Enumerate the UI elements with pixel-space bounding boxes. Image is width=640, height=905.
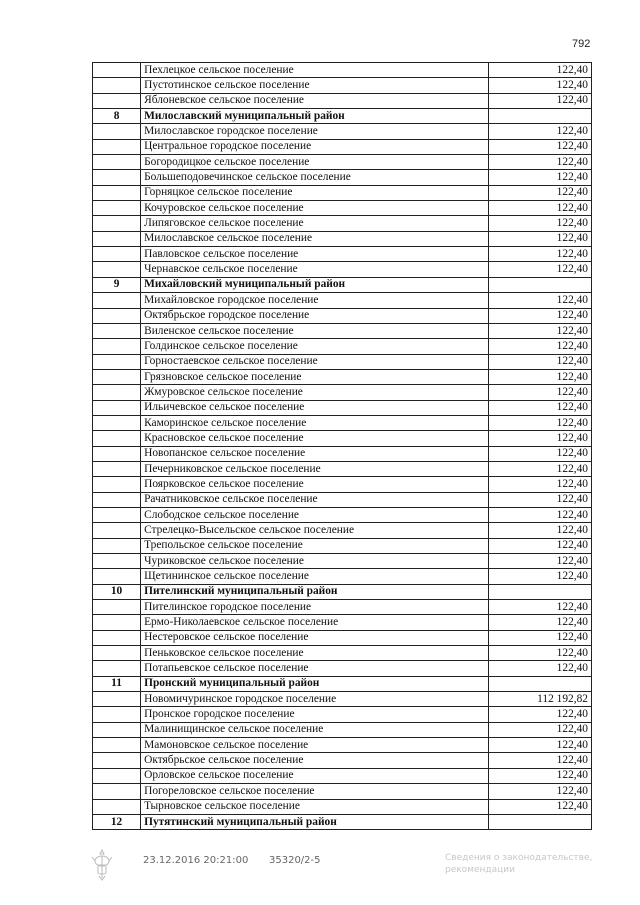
settlement-row xyxy=(93,247,592,262)
amount-value: 122,40 xyxy=(488,231,591,246)
amount-value: 122,40 xyxy=(488,707,591,722)
amount-value: 122,40 xyxy=(488,93,591,108)
amount-value: 122,40 xyxy=(488,615,591,630)
settlement-row xyxy=(93,600,592,615)
amount-value: 122,40 xyxy=(488,400,591,415)
settlement-row xyxy=(93,768,592,783)
row-number xyxy=(93,692,141,707)
settlement-name: Каморинское сельское поселение xyxy=(141,415,489,430)
district-row xyxy=(93,814,592,829)
row-number xyxy=(93,63,141,78)
row-number xyxy=(93,507,141,522)
settlement-row xyxy=(93,231,592,246)
settlement-name: Красновское сельское поселение xyxy=(141,431,489,446)
settlement-row xyxy=(93,554,592,569)
row-number xyxy=(93,78,141,93)
settlement-row xyxy=(93,385,592,400)
settlement-row xyxy=(93,492,592,507)
amount-value xyxy=(488,814,591,829)
row-number xyxy=(93,185,141,200)
row-number xyxy=(93,492,141,507)
row-number xyxy=(93,523,141,538)
settlement-row xyxy=(93,170,592,185)
amount-value xyxy=(488,109,591,124)
settlement-row xyxy=(93,692,592,707)
settlement-name: Пеньковское сельское поселение xyxy=(141,646,489,661)
district-name: Пителинский муниципальный район xyxy=(141,584,489,599)
amount-value: 122,40 xyxy=(488,492,591,507)
settlement-name: Рачатниковское сельское поселение xyxy=(141,492,489,507)
settlement-name: Пехлецкое сельское поселение xyxy=(141,63,489,78)
row-number xyxy=(93,446,141,461)
row-number xyxy=(93,707,141,722)
row-number xyxy=(93,323,141,338)
row-number xyxy=(93,247,141,262)
settlement-name: Щетининское сельское поселение xyxy=(141,569,489,584)
amount-value: 122,40 xyxy=(488,369,591,384)
settlement-name: Слободское сельское поселение xyxy=(141,507,489,522)
amount-value: 122,40 xyxy=(488,124,591,139)
amount-value: 122,40 xyxy=(488,722,591,737)
settlement-row xyxy=(93,185,592,200)
row-number xyxy=(93,753,141,768)
settlement-name: Пустотинское сельское поселение xyxy=(141,78,489,93)
amount-value: 122,40 xyxy=(488,461,591,476)
settlement-row xyxy=(93,216,592,231)
row-number xyxy=(93,400,141,415)
settlement-name: Стрелецко-Высельское сельское поселение xyxy=(141,523,489,538)
settlement-row xyxy=(93,507,592,522)
settlement-name: Яблоневское сельское поселение xyxy=(141,93,489,108)
row-number xyxy=(93,768,141,783)
row-number xyxy=(93,784,141,799)
amount-value: 122,40 xyxy=(488,308,591,323)
row-number: 10 xyxy=(93,584,141,599)
row-number xyxy=(93,369,141,384)
settlement-name: Голдинское сельское поселение xyxy=(141,339,489,354)
amount-value: 122,40 xyxy=(488,799,591,814)
settlement-name: Виленское сельское поселение xyxy=(141,323,489,338)
amount-value: 122,40 xyxy=(488,538,591,553)
amount-value xyxy=(488,277,591,292)
amount-value: 122,40 xyxy=(488,139,591,154)
settlement-row xyxy=(93,63,592,78)
settlement-row xyxy=(93,400,592,415)
row-number xyxy=(93,139,141,154)
district-row xyxy=(93,676,592,691)
footer-code: 35320/2-5 xyxy=(269,855,321,866)
settlement-name: Новомичуринское городское поселение xyxy=(141,692,489,707)
settlement-name: Малинищинское сельское поселение xyxy=(141,722,489,737)
amount-value: 122,40 xyxy=(488,78,591,93)
settlement-row xyxy=(93,477,592,492)
row-number xyxy=(93,354,141,369)
state-emblem-icon xyxy=(90,848,114,882)
footer-note: Сведения о законодательстве, рекомендации xyxy=(445,853,593,875)
settlement-name: Кочуровское сельское поселение xyxy=(141,201,489,216)
settlement-row xyxy=(93,124,592,139)
settlement-row xyxy=(93,78,592,93)
amount-value: 122,40 xyxy=(488,784,591,799)
settlement-name: Богородицкое сельское поселение xyxy=(141,155,489,170)
district-name: Милославский муниципальный район xyxy=(141,109,489,124)
amount-value: 122,40 xyxy=(488,155,591,170)
settlement-name: Октябрьское городское поселение xyxy=(141,308,489,323)
settlement-name: Михайловское городское поселение xyxy=(141,293,489,308)
row-number xyxy=(93,538,141,553)
district-name: Михайловский муниципальный район xyxy=(141,277,489,292)
settlement-row xyxy=(93,139,592,154)
settlement-row xyxy=(93,461,592,476)
row-number xyxy=(93,415,141,430)
settlement-name: Липяговское сельское поселение xyxy=(141,216,489,231)
settlement-name: Горностаевское сельское поселение xyxy=(141,354,489,369)
settlement-name: Горняцкое сельское поселение xyxy=(141,185,489,200)
settlement-row xyxy=(93,323,592,338)
settlement-name: Грязновское сельское поселение xyxy=(141,369,489,384)
footer-date: 23.12.2016 20:21:00 xyxy=(143,855,249,866)
row-number xyxy=(93,738,141,753)
row-number xyxy=(93,554,141,569)
settlement-row xyxy=(93,155,592,170)
settlement-row xyxy=(93,431,592,446)
settlement-row xyxy=(93,738,592,753)
settlement-name: Тырновское сельское поселение xyxy=(141,799,489,814)
settlement-row xyxy=(93,369,592,384)
settlement-row xyxy=(93,799,592,814)
settlement-name: Чуриковское сельское поселение xyxy=(141,554,489,569)
amount-value: 122,40 xyxy=(488,523,591,538)
row-number xyxy=(93,93,141,108)
row-number xyxy=(93,170,141,185)
district-row xyxy=(93,109,592,124)
settlement-row xyxy=(93,339,592,354)
settlement-name: Октябрьское сельское поселение xyxy=(141,753,489,768)
settlement-row xyxy=(93,201,592,216)
settlement-row xyxy=(93,293,592,308)
settlement-name: Ермо-Николаевское сельское поселение xyxy=(141,615,489,630)
row-number xyxy=(93,630,141,645)
amount-value: 122,40 xyxy=(488,569,591,584)
district-row xyxy=(93,584,592,599)
settlement-name: Большеподовечинское сельское поселение xyxy=(141,170,489,185)
amount-value: 122,40 xyxy=(488,262,591,277)
settlement-name: Нестеровское сельское поселение xyxy=(141,630,489,645)
row-number: 12 xyxy=(93,814,141,829)
settlement-name: Милославское городское поселение xyxy=(141,124,489,139)
amount-value: 122,40 xyxy=(488,201,591,216)
row-number xyxy=(93,339,141,354)
row-number xyxy=(93,385,141,400)
district-name: Пронский муниципальный район xyxy=(141,676,489,691)
settlement-row xyxy=(93,262,592,277)
settlement-name: Поярковское сельское поселение xyxy=(141,477,489,492)
row-number xyxy=(93,431,141,446)
amount-value: 122,40 xyxy=(488,216,591,231)
settlement-name: Трепольское сельское поселение xyxy=(141,538,489,553)
row-number xyxy=(93,293,141,308)
amount-value: 122,40 xyxy=(488,323,591,338)
settlement-row xyxy=(93,661,592,676)
amount-value: 122,40 xyxy=(488,339,591,354)
row-number xyxy=(93,661,141,676)
amount-value xyxy=(488,584,591,599)
amount-value: 122,40 xyxy=(488,477,591,492)
row-number xyxy=(93,262,141,277)
settlement-row xyxy=(93,538,592,553)
row-number: 8 xyxy=(93,109,141,124)
settlement-name: Чернавское сельское поселение xyxy=(141,262,489,277)
amount-value: 122,40 xyxy=(488,170,591,185)
amount-value: 122,40 xyxy=(488,768,591,783)
row-number xyxy=(93,201,141,216)
amount-value: 122,40 xyxy=(488,646,591,661)
settlement-row xyxy=(93,354,592,369)
amount-value: 112 192,82 xyxy=(488,692,591,707)
row-number xyxy=(93,308,141,323)
row-number xyxy=(93,569,141,584)
settlement-row xyxy=(93,93,592,108)
table-body xyxy=(93,63,592,830)
settlement-name: Жмуровское сельское поселение xyxy=(141,385,489,400)
settlement-name: Пронское городское поселение xyxy=(141,707,489,722)
settlement-name: Орловское сельское поселение xyxy=(141,768,489,783)
district-row xyxy=(93,277,592,292)
settlement-row xyxy=(93,630,592,645)
settlement-name: Ильичевское сельское поселение xyxy=(141,400,489,415)
page-number: 792 xyxy=(572,38,591,50)
amount-value: 122,40 xyxy=(488,63,591,78)
row-number xyxy=(93,477,141,492)
amount-value: 122,40 xyxy=(488,293,591,308)
amount-value: 122,40 xyxy=(488,554,591,569)
row-number xyxy=(93,155,141,170)
amount-value: 122,40 xyxy=(488,738,591,753)
settlement-name: Милославское сельское поселение xyxy=(141,231,489,246)
row-number xyxy=(93,615,141,630)
settlement-name: Потапьевское сельское поселение xyxy=(141,661,489,676)
settlement-row xyxy=(93,753,592,768)
amount-value: 122,40 xyxy=(488,431,591,446)
amount-value: 122,40 xyxy=(488,446,591,461)
row-number: 11 xyxy=(93,676,141,691)
settlement-name: Пителинское городское поселение xyxy=(141,600,489,615)
amount-value: 122,40 xyxy=(488,354,591,369)
settlement-name: Печерниковское сельское поселение xyxy=(141,461,489,476)
settlement-row xyxy=(93,646,592,661)
settlement-row xyxy=(93,784,592,799)
settlement-row xyxy=(93,523,592,538)
amount-value: 122,40 xyxy=(488,600,591,615)
amount-value: 122,40 xyxy=(488,753,591,768)
settlement-row xyxy=(93,707,592,722)
settlement-name: Погореловское сельское поселение xyxy=(141,784,489,799)
settlements-table xyxy=(92,62,592,830)
amount-value: 122,40 xyxy=(488,185,591,200)
amount-value: 122,40 xyxy=(488,661,591,676)
settlement-row xyxy=(93,615,592,630)
row-number xyxy=(93,124,141,139)
settlement-row xyxy=(93,722,592,737)
district-name: Путятинский муниципальный район xyxy=(141,814,489,829)
row-number xyxy=(93,231,141,246)
row-number xyxy=(93,216,141,231)
settlement-row xyxy=(93,569,592,584)
settlement-name: Центральное городское поселение xyxy=(141,139,489,154)
amount-value: 122,40 xyxy=(488,630,591,645)
settlement-name: Новопанское сельское поселение xyxy=(141,446,489,461)
row-number xyxy=(93,722,141,737)
amount-value: 122,40 xyxy=(488,415,591,430)
row-number xyxy=(93,646,141,661)
row-number xyxy=(93,799,141,814)
row-number xyxy=(93,600,141,615)
amount-value: 122,40 xyxy=(488,247,591,262)
amount-value: 122,40 xyxy=(488,385,591,400)
amount-value xyxy=(488,676,591,691)
settlement-name: Мамоновское сельское поселение xyxy=(141,738,489,753)
settlement-row xyxy=(93,446,592,461)
settlement-name: Павловское сельское поселение xyxy=(141,247,489,262)
row-number: 9 xyxy=(93,277,141,292)
amount-value: 122,40 xyxy=(488,507,591,522)
settlement-row xyxy=(93,415,592,430)
row-number xyxy=(93,461,141,476)
settlement-row xyxy=(93,308,592,323)
